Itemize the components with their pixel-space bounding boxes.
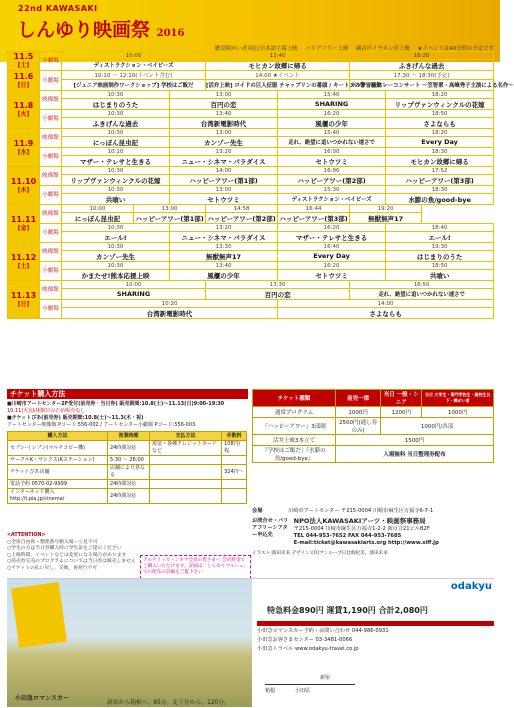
film-title[interactable]: エール! — [62, 232, 170, 243]
showtime: 19:30 — [386, 243, 494, 251]
showtime: 10:10 〜 12:10(イベント含む) — [62, 71, 206, 80]
ticket-line: アートセンター映像館 Pコード:556-002 / アートセンター小劇場 Pコード:556-003 — [7, 422, 196, 428]
attention-item: ○全席自由席・整理番号順入場・立見不可 — [7, 539, 98, 545]
time-row — [8, 71, 494, 80]
day-weekday: [木] — [17, 186, 30, 194]
odakyu-logo: odakyu — [450, 581, 492, 592]
time-row — [8, 129, 494, 137]
cell: チケットぴあ店舗 — [8, 465, 108, 480]
cell: 324円〜 — [222, 465, 247, 480]
price-header: 当日 大学生・専門学校生・高校生以下・障がい者 — [422, 390, 494, 407]
ad-guidebook-image — [11, 582, 67, 648]
showtime: 15:40 — [278, 91, 386, 99]
film-row — [8, 213, 494, 224]
cell: 24時間対応 — [108, 441, 150, 456]
showtime: 17:30 〜 18:30(予定) — [350, 71, 494, 80]
film-title[interactable]: Every Day — [278, 251, 386, 262]
day-weekday: [土] — [17, 62, 30, 69]
time-row — [8, 148, 494, 156]
price-header: チケット種類 — [253, 390, 336, 407]
film-title[interactable]: 無獣無声17 — [350, 213, 422, 224]
film-row — [8, 80, 494, 91]
day-weekday: [土] — [17, 262, 30, 270]
cell: 現金・各種クレジットカードなど — [150, 441, 222, 456]
day-date: 11.5 — [13, 52, 34, 61]
venue-label: 会場 — [252, 508, 263, 514]
showtime: 13:40 — [170, 262, 278, 270]
showtime: 14:00 — [278, 300, 494, 308]
film-title[interactable]: モヒカン故郷に帰る — [206, 60, 350, 71]
film-title[interactable]: ディストラクション・ベイビーズ — [278, 194, 386, 205]
film-row — [8, 251, 494, 262]
film-title[interactable]: マザー・テレサと生きる — [62, 156, 170, 167]
price-header: 当日 一般・シニア — [381, 390, 422, 407]
cell — [222, 456, 247, 465]
showtime: 13:20 — [170, 224, 278, 232]
film-row — [8, 270, 494, 281]
venue-cell: 小劇場 — [40, 110, 62, 129]
film-title[interactable]: セトウツミ — [170, 194, 278, 205]
film-title[interactable]: さよならも — [278, 308, 494, 319]
cell — [150, 456, 222, 465]
showtime: 13:40 — [170, 110, 278, 118]
ad-contact[interactable]: 小田急トラベル www.odakyu-travel.co.jp — [257, 646, 359, 652]
film-title[interactable]: SHARING — [62, 289, 206, 300]
col-header: 購入方法 — [8, 432, 108, 441]
film-title[interactable]: にっぽん昆虫記 — [62, 137, 170, 148]
time-row — [8, 300, 494, 308]
col-header: 支払方法 — [150, 432, 222, 441]
showtime: 17:52 — [386, 167, 494, 175]
film-title[interactable]: 風櫃の少年 — [278, 118, 386, 129]
time-row — [8, 91, 494, 99]
day-cell — [8, 167, 40, 205]
showtime: 13:30 — [206, 281, 350, 289]
film-title[interactable]: 無獣無声17 — [170, 251, 278, 262]
venue-cell: 小劇場 — [40, 71, 62, 91]
venue-cell: 映像館 — [40, 281, 62, 300]
day-weekday: [日] — [17, 81, 30, 89]
showtime: 13:00 — [134, 205, 206, 213]
cell: 24時間対応 — [108, 489, 150, 504]
film-title[interactable]: かまたせ!熊本応援上映 — [62, 270, 170, 281]
showtime: 16:20 — [350, 52, 494, 60]
film-title[interactable]: ハッピーアワー(第3部) — [279, 214, 348, 223]
showtime: 18:30 — [386, 186, 494, 194]
cell: サークルK・サンクス(Kステーション) — [8, 456, 108, 465]
col-header: 手数料 — [222, 432, 247, 441]
member-note: アルテリッカ・シネマ会員の皆さまへ 会員料金でご購入いただけます。詳細は「しんゆりマルシェ」での配布の詳細をご覧下さい — [140, 555, 251, 579]
cell: 電話予約 0570-02-9999 — [8, 480, 108, 489]
film-title[interactable]: ふきげんな過去 — [62, 118, 170, 129]
attention-item: ○前売券完売のプログラムについては当日券は販売しません — [7, 559, 136, 564]
day-date: 11.8 — [13, 100, 34, 110]
showtime: 13:00 — [170, 129, 278, 137]
venue-cell: 映像館 — [40, 129, 62, 148]
film-title[interactable]: 共喰い — [386, 270, 494, 281]
odakyu-ad — [7, 578, 494, 707]
showtime: 13:40 — [206, 52, 350, 60]
film-row — [8, 175, 494, 186]
day-weekday: [金] — [17, 224, 30, 232]
legend-item: バリアフリー上映 — [305, 46, 349, 52]
time-row — [8, 52, 494, 60]
day-cell — [8, 243, 40, 281]
film-title[interactable]: 走れ、絶望に追いつかれない速さで — [350, 289, 494, 300]
film-title[interactable]: 水膨の魚/good-bye — [386, 194, 494, 205]
schedule-table — [7, 51, 514, 319]
showtime: 10:30 — [62, 91, 170, 99]
venue-cell: 小劇場 — [40, 262, 62, 281]
attention-item: ○上映時間、イベントなどは変更になる場合があります — [7, 552, 127, 558]
film-title[interactable]: リップヴァンウィンクルの花嫁 — [386, 99, 494, 110]
film-title[interactable]: 百円の恋 — [206, 289, 350, 300]
film-title[interactable]: ハッピーアワー(第1部) — [170, 175, 278, 186]
film-row — [8, 308, 494, 319]
romancecar-logo: 小田急ロマンスカー — [15, 695, 69, 702]
showtime: 19:20 — [350, 205, 422, 213]
festival-title — [17, 15, 184, 42]
film-title[interactable]: エール! — [386, 232, 494, 243]
price-cell: 2500円(通し券のみ) — [336, 418, 381, 435]
cell: 5:30 〜 26:00 — [108, 456, 150, 465]
divider — [257, 621, 494, 626]
showtime: 16:50 — [350, 281, 494, 289]
day-cell — [8, 91, 40, 129]
film-row — [8, 194, 494, 205]
showtime: 14:58 — [206, 205, 278, 213]
film-title[interactable]: ニュー・シネマ・パラダイス — [170, 232, 278, 243]
price-cell: 『学校はご飯だ』『水膨の魚/good-bye』 — [253, 446, 336, 463]
film-row — [8, 137, 494, 148]
showtime: 18:50 — [386, 262, 494, 270]
ad-price: 特急料金890円 運賃1,190円 合計2,080円 — [267, 606, 428, 615]
showtime: 18:30 — [386, 148, 494, 156]
venue-cell: 映像館 — [40, 91, 62, 110]
col-header: 営業時間 — [108, 432, 150, 441]
org-tel: TEL 044-953-7652 FAX 044-953-7685 — [293, 533, 402, 539]
film-title[interactable]: ハッピーアワー(第2部) — [207, 214, 276, 223]
time-row — [8, 243, 494, 251]
showtime: 18:40 — [386, 224, 494, 232]
showtime: 14:00 — [170, 167, 278, 175]
cell: 108円/枚 — [222, 441, 247, 456]
cell: 24時間対応 — [108, 480, 150, 489]
film-title[interactable]: さよならも — [386, 118, 494, 129]
film-title[interactable]: にっぽん昆虫記 — [62, 213, 134, 224]
time-row — [8, 110, 494, 118]
price-cell: 1500円 — [336, 435, 494, 446]
route-station: 小田原 — [295, 688, 311, 694]
ticket-line: 10.11(火)は休館日のため販売なし — [7, 408, 86, 414]
film-row — [8, 232, 494, 243]
time-row — [8, 224, 494, 232]
venue-info — [252, 508, 494, 557]
showtime: 10:00 — [62, 52, 206, 60]
film-title[interactable]: 風櫃の少年 — [170, 270, 278, 281]
film-title[interactable]: マザー・テレサと生きる — [278, 232, 386, 243]
showtime: 18:20 — [386, 91, 494, 99]
film-title[interactable]: カンゾー先生 — [170, 137, 278, 148]
showtime: 10:30 — [62, 243, 170, 251]
showtime: 16:40 — [278, 243, 386, 251]
cell: 店舗により異なる — [108, 465, 150, 480]
showtime: 10:30 — [62, 167, 170, 175]
film-row — [8, 118, 494, 129]
showtime: 13:20 — [170, 148, 278, 156]
day-date: 11.6 — [13, 71, 34, 81]
day-date: 11.10 — [10, 176, 37, 186]
attention-title: <ATTENTION> — [7, 533, 46, 538]
film-title[interactable]: カルテットスレーコンサート 〜笠智衆・高峰秀子主演による名作〜 — [350, 80, 494, 91]
film-title[interactable]: 台湾新電影時代 — [62, 308, 278, 319]
film-title[interactable]: [ジュニア映画制作ワークショップ] 学校はご飯だ — [62, 80, 206, 91]
cell — [150, 465, 222, 480]
cell — [150, 480, 222, 489]
film-title[interactable]: セトウツミ — [278, 270, 386, 281]
film-title[interactable]: ディストラクション・ベイビーズ — [62, 60, 206, 71]
film-title[interactable]: ハッピーアワー(第3部) — [386, 175, 494, 186]
showtime: 10:10 — [62, 148, 170, 156]
showtime: 13:00 — [170, 186, 278, 194]
showtime: 13:30 — [170, 243, 278, 251]
venue-cell: 小劇場 — [40, 148, 62, 167]
day-date: 11.13 — [10, 290, 37, 300]
showtime: 10:30 — [62, 129, 170, 137]
film-row — [8, 99, 494, 110]
attention-item: ○学生の方は当日券購入時に学生証をご提示ください — [7, 546, 122, 551]
time-row — [8, 262, 494, 270]
venue-cell: 小劇場 — [40, 224, 62, 243]
org-name: NPO法人KAWASAKIアーツ・映画祭事務局 — [293, 517, 426, 525]
showtime: 16:20 — [278, 262, 386, 270]
price-cell: 1000円 — [422, 407, 494, 418]
film-title[interactable]: ハッピーアワー(第1部) — [135, 214, 204, 223]
film-title[interactable]: ハッピーアワー(第2部) — [278, 175, 386, 186]
cell — [150, 489, 222, 504]
ad-contacts — [257, 627, 494, 654]
ticket-heading: チケット購入方法 — [7, 389, 248, 399]
film-title[interactable]: 走れ、絶望に追いつかれない速さで — [278, 137, 386, 148]
film-title[interactable]: SHARING — [278, 99, 386, 110]
route-station: 新宿 — [320, 675, 331, 681]
venue-cell: 映像館 — [40, 167, 62, 186]
showtime: 15:30 — [278, 186, 386, 194]
day-date: 11.9 — [13, 138, 34, 148]
showtime: 16:44 — [278, 205, 350, 213]
film-title[interactable]: Every Day — [386, 137, 494, 148]
day-cell — [8, 129, 40, 167]
showtime: 10:30 — [62, 262, 170, 270]
attention-box — [7, 533, 137, 572]
film-title[interactable]: はじまりのうた — [62, 99, 170, 110]
route-map — [265, 674, 355, 696]
contact-label: お問合せ・バリアフリーシアター申込先 — [252, 518, 289, 538]
showtime: 18:20 — [386, 129, 494, 137]
ad-contact: 小田急お客さまセンター 03-3481-0066 — [257, 637, 353, 643]
org-mail[interactable]: E-mail:ticket@kawasakiarts.org http://www.siff.jp — [293, 540, 439, 546]
showtime: 15:40 — [278, 129, 386, 137]
day-weekday: [日] — [17, 300, 30, 308]
showtime: 16:20 — [278, 110, 386, 118]
time-row — [8, 186, 494, 194]
day-cell — [8, 71, 40, 91]
showtime: 16:06 — [278, 167, 386, 175]
showtime: 10:30 — [62, 186, 170, 194]
legend-item: 副音声イヤホン付上映 — [355, 46, 410, 52]
festival-title-text: しんゆり映画祭 — [17, 19, 151, 41]
ticket-line: ■川崎市アートセンター2F受付(前売券・当日券) 販売期間:10.8(土)〜11.13(日)9:00-19:30 — [7, 401, 225, 407]
showtime: 10:00 — [62, 205, 134, 213]
price-cell: 通常プログラム — [253, 407, 336, 418]
price-cell: 1000円/各部 — [381, 418, 494, 435]
festival-edition: 22nd KAWASAKI — [18, 4, 98, 13]
film-title[interactable]: ニュー・シネマ・パラダイス — [170, 156, 278, 167]
film-title[interactable]: 百円の恋 — [170, 99, 278, 110]
legend-item: ★イベントは40分程の予定です — [417, 46, 494, 52]
ticket-sales-table — [7, 431, 247, 504]
route-station: 箱根 — [265, 688, 276, 694]
film-row — [8, 156, 494, 167]
cell: セブン-イレブン(マルチコピー機) — [8, 441, 108, 456]
showtime: 10:30 — [62, 224, 170, 232]
film-title[interactable]: 共喰い — [62, 194, 170, 205]
day-cell — [8, 281, 40, 319]
venue-cell: 小劇場 — [40, 186, 62, 205]
ad-footer: 新宿から箱根へ、85分。北千住から、120分。 — [107, 700, 230, 706]
org-address: 〒215-0004 川崎市麻生区万福寺1-2-2 新百合21ビルB2F — [293, 526, 430, 532]
ticket-line: ■チケットぴあ(前売券) 販売期間:10.8(土)〜11.3(木・祝) — [7, 415, 144, 421]
price-cell: 活弁上映3本立て — [253, 435, 336, 446]
showtime: 10:30 — [62, 110, 170, 118]
price-cell: 1200円 — [381, 407, 422, 418]
film-title[interactable]: リップヴァンウィンクルの花嫁 — [62, 175, 170, 186]
festival-year: 2016 — [156, 28, 185, 39]
venue-value: 川崎市アートセンター 〒215-0004 川崎市麻生区万福寺6-7-1 — [288, 508, 434, 514]
route-line — [265, 684, 355, 685]
film-title[interactable]: セトウツミ — [278, 156, 386, 167]
cell — [222, 489, 247, 504]
film-row — [8, 289, 494, 300]
price-table — [252, 389, 494, 463]
showtime: 10:20 — [62, 300, 278, 308]
ad-photo — [7, 579, 252, 707]
credit: イラスト:濱田未来 デザイン:(有)サンループ日比絢紀美、濱田未来 — [252, 551, 388, 556]
showtime: 13:00 — [170, 91, 278, 99]
time-row — [8, 167, 494, 175]
venue-cell: 映像館 — [40, 243, 62, 262]
time-row — [8, 205, 494, 213]
film-title[interactable]: カンゾー先生 — [62, 251, 170, 262]
price-cell: 1000円 — [336, 407, 381, 418]
showtime: 18:50 — [386, 110, 494, 118]
film-title[interactable]: [活弁上映] ロイドの巨人征服 チャップリンの番頭 / キートンの警官騒動 — [206, 80, 350, 91]
cell[interactable]: インターネット購入 http://t.pia.jp/cinema/ — [8, 489, 108, 504]
venue-cell: 小劇場 — [40, 300, 62, 319]
venue-cell: 小劇場 — [40, 52, 62, 71]
day-weekday: [火] — [17, 110, 30, 118]
legend-item: 聴覚障がい者対応/日本語字幕上映 — [214, 46, 298, 52]
day-weekday: [水] — [17, 148, 30, 156]
film-title[interactable]: はじまりのうた — [386, 251, 494, 262]
cell — [222, 480, 247, 489]
ad-contact: 小田急ロマンスカー予約・お問い合わせ 044-986-0931 — [257, 628, 389, 634]
film-row — [8, 60, 494, 71]
film-title[interactable]: ふきげんな過去 — [350, 60, 494, 71]
day-cell — [8, 205, 40, 243]
attention-item: ○チケットの払い戻し、交換、再発行不可 — [7, 565, 98, 571]
showtime: 14:00 ★イベント — [206, 71, 350, 80]
price-cell: 入場無料 当日整理券配布 — [336, 446, 494, 463]
day-date: 11.12 — [10, 252, 37, 262]
film-title[interactable]: 台湾新電影時代 — [170, 118, 278, 129]
day-date: 11.11 — [10, 214, 37, 224]
time-row — [8, 281, 494, 289]
price-cell: 『ハッピーアワー』3部制 — [253, 418, 336, 435]
contact-block — [294, 518, 484, 547]
day-cell — [8, 52, 40, 71]
ticket-info — [7, 401, 247, 504]
venue-cell: 映像館 — [40, 205, 62, 224]
showtime: 10:00 — [62, 281, 206, 289]
film-title[interactable]: モヒカン故郷に帰る — [386, 156, 494, 167]
showtime: 16:20 — [278, 224, 386, 232]
price-header: 前売一律 — [336, 390, 381, 407]
showtime: 16:00 — [278, 148, 386, 156]
